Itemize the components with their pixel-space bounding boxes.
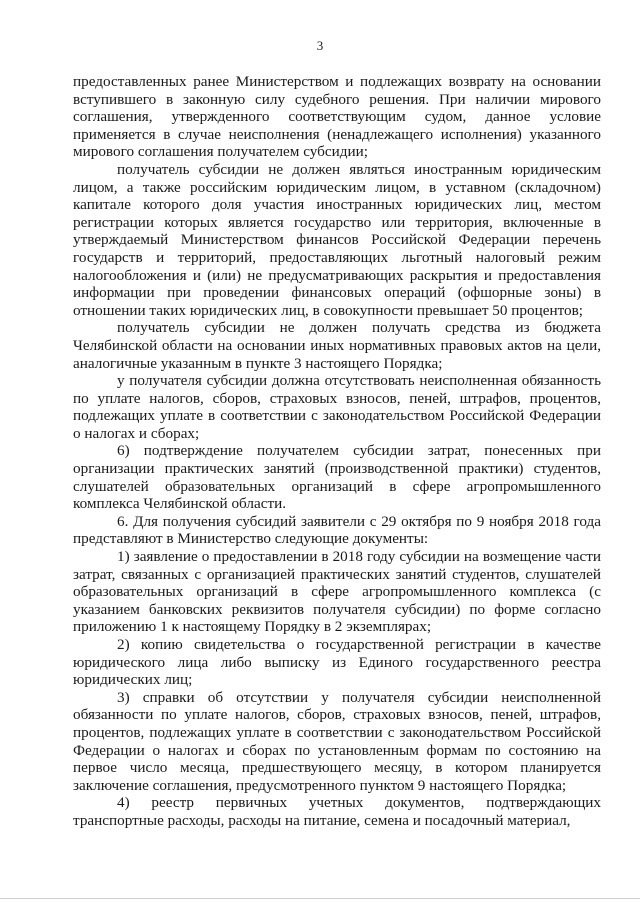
page-bottom-edge	[0, 898, 640, 899]
document-paragraph: получатель субсидии не должен получать средства из бюджета Челябинской области на основании иных нормативных правовых актов на цели, аналогичные указанным в пункте 3 настоящего Порядка;	[73, 319, 601, 372]
document-paragraph: у получателя субсидии должна отсутствовать неисполненная обязанность по уплате налогов, сборов, страховых взносов, пеней, штрафов, процентов, подлежащих уплате в соответствии с законодательством Российской Федерации о налогах и сборах;	[73, 372, 601, 442]
document-paragraph: 1) заявление о предоставлении в 2018 году субсидии на возмещение части затрат, связанных с организацией практических занятий студентов, слушателей образовательных организаций в сфере агропромышленного комплекса (с указанием банковских реквизитов получателя субсидии) по форме согласно приложению 1 к настоящему Порядку в 2 экземплярах;	[73, 548, 601, 636]
document-paragraph: предоставленных ранее Министерством и подлежащих возврату на основании вступившего в законную силу судебного решения. При наличии мирового соглашения, утвержденного соответствующим судом, данное условие применяется в случае неисполнения (ненадлежащего исполнения) указанного мирового соглашения получателем субсидии;	[73, 73, 601, 161]
document-body	[73, 73, 601, 830]
document-paragraph: 6. Для получения субсидий заявители с 29 октября по 9 ноября 2018 года представляют в Министерство следующие документы:	[73, 512, 601, 548]
page-number: 3	[316, 38, 324, 53]
document-paragraph: 3) справки об отсутствии у получателя субсидии неисполненной обязанности по уплате налогов, сборов, страховых взносов, пеней, штрафов, процентов, подлежащих уплате в соответствии с законодательством Российской Федерации о налогах и сборах по установленным формам по состоянию на первое число месяца, предшествующего месяцу, в котором планируется заключение соглашения, предусмотренного пунктом 9 настоящего Порядка;	[73, 688, 601, 794]
document-paragraph: 6) подтверждение получателем субсидии затрат, понесенных при организации практических занятий (производственной практики) студентов, слушателей образовательных организаций в сфере агропромышленного комплекса Челябинской области.	[73, 442, 601, 513]
document-paragraph: получатель субсидии не должен являться иностранным юридическим лицом, а также российским юридическим лицом, в уставном (складочном) капитале которого доля участия иностранных юридических лиц, местом регистрации которых является государство или территория, включенные в утверждаемый Министерством финансов Российской Федерации перечень государств и территорий, предоставляющих льготный налоговый режим налогообложения и (или) не предусматривающих раскрытия и предоставления информации при проведении финансовых операций (офшорные зоны) в отношении таких юридических лиц, в совокупности превышает 50 процентов;	[73, 160, 601, 319]
document-paragraph: 2) копию свидетельства о государственной регистрации в качестве юридического лица либо выписку из Единого государственного реестра юридических лиц;	[73, 636, 601, 689]
document-paragraph: 4) реестр первичных учетных документов, подтверждающих транспортные расходы, расходы на питание, семена и посадочный материал,	[73, 794, 601, 829]
